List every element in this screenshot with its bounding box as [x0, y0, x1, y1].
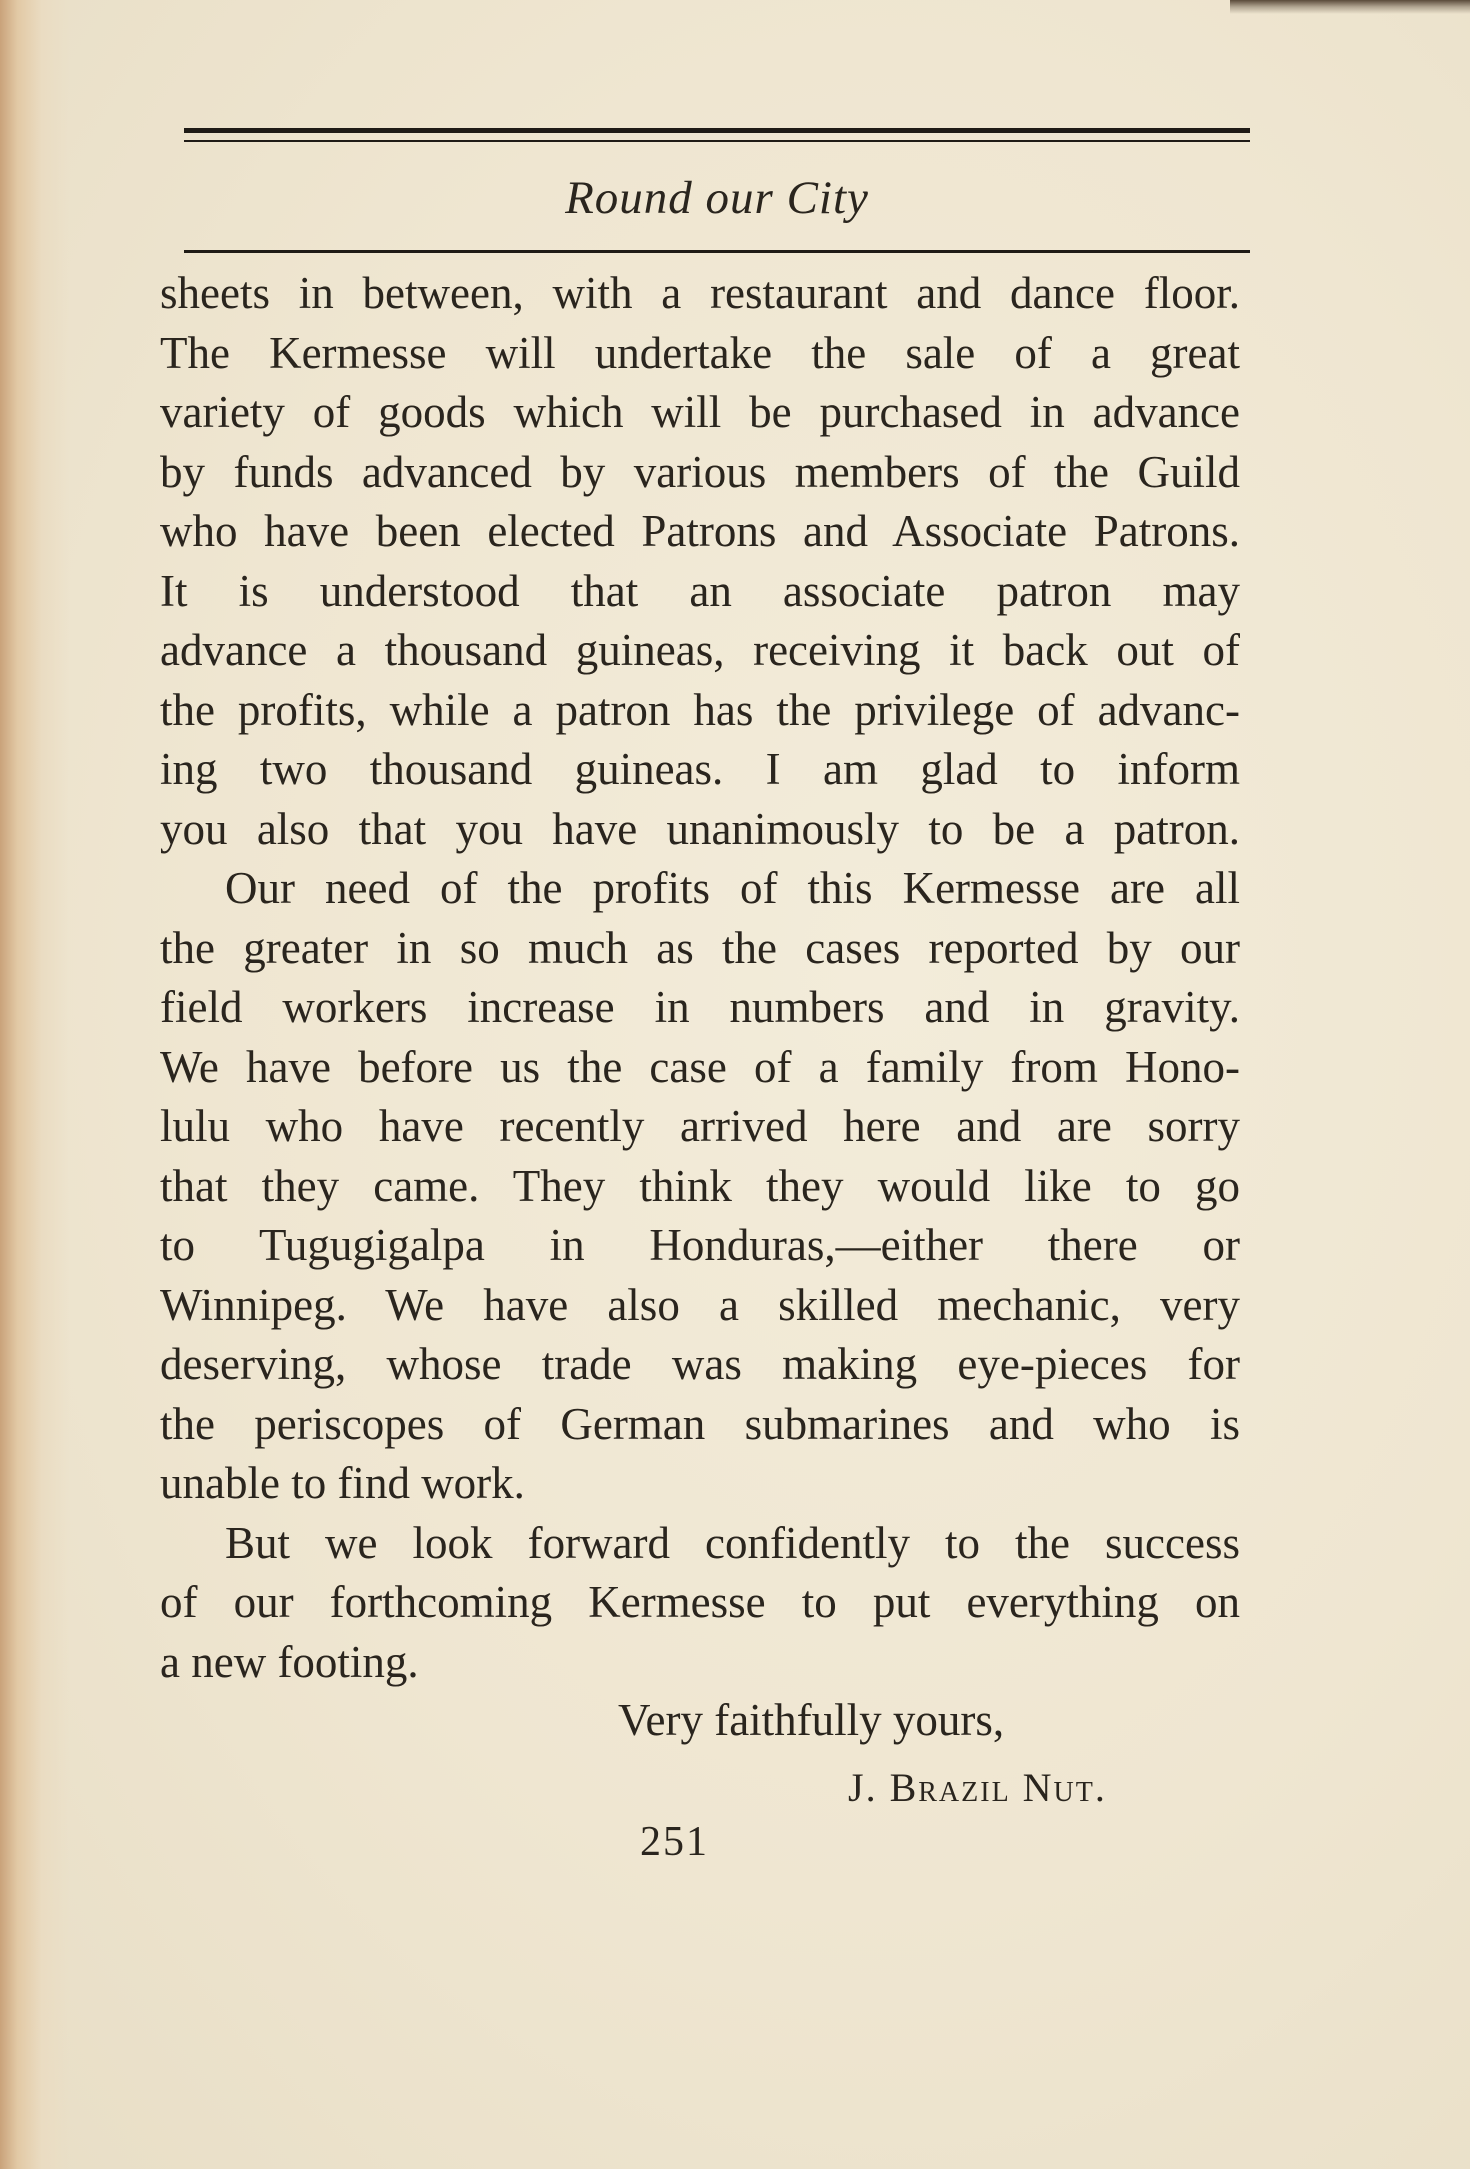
text-line: the profits, while a patron has the privilege of advanc-: [160, 684, 1240, 735]
header-rule-thin: [184, 140, 1250, 142]
text-line: deserving, whose trade was making eye-pieces for: [160, 1339, 1240, 1389]
page-gutter-shadow: [0, 0, 70, 2169]
text-line: lulu who have recently arrived here and are sorry: [160, 1101, 1240, 1151]
text-line: the greater in so much as the cases reported by our: [160, 922, 1240, 973]
text-line: sheets in between, with a restaurant and dance floor.: [160, 268, 1240, 318]
text-line: to Tugugigalpa in Honduras,—either there or: [160, 1220, 1240, 1270]
body-text: [160, 264, 1240, 1692]
header-rule-thick: [184, 128, 1250, 133]
text-line: you also that you have unanimously to be a patron.: [160, 803, 1240, 854]
text-line: of our forthcoming Kermesse to put everything on: [160, 1577, 1240, 1627]
paragraph-end-line: a new footing.: [160, 1636, 419, 1687]
text-line: We have before us the case of a family from Hono-: [160, 1041, 1240, 1092]
text-line: who have been elected Patrons and Associate Patrons.: [160, 506, 1240, 556]
page-number: 251: [640, 1819, 709, 1865]
paragraph-start-line: Our need of the profits of this Kermesse are all: [225, 863, 1240, 913]
text-line: that they came. They think they would like to go: [160, 1160, 1240, 1211]
text-line: the periscopes of German submarines and who is: [160, 1398, 1240, 1449]
letter-closing: Very faithfully yours,: [618, 1695, 1005, 1745]
text-line: The Kermesse will undertake the sale of a great: [160, 327, 1240, 378]
text-line: variety of goods which will be purchased in advance: [160, 387, 1240, 437]
text-line: Winnipeg. We have also a skilled mechanic, very: [160, 1279, 1240, 1330]
text-line: ing two thousand guineas. I am glad to inform: [160, 744, 1240, 794]
header-rule-bottom: [184, 250, 1250, 253]
text-line: by funds advanced by various members of the Guild: [160, 446, 1240, 497]
letter-signature: J. Brazil Nut.: [848, 1765, 1107, 1810]
paragraph-start-line: But we look forward confidently to the success: [225, 1517, 1240, 1568]
text-line: advance a thousand guineas, receiving it back out of: [160, 625, 1240, 675]
page-top-edge: [1230, 0, 1470, 14]
text-line: field workers increase in numbers and in gravity.: [160, 982, 1240, 1032]
running-head-title: Round our City: [565, 172, 869, 224]
text-line: It is understood that an associate patron may: [160, 565, 1240, 616]
paragraph-end-line: unable to find work.: [160, 1458, 525, 1508]
